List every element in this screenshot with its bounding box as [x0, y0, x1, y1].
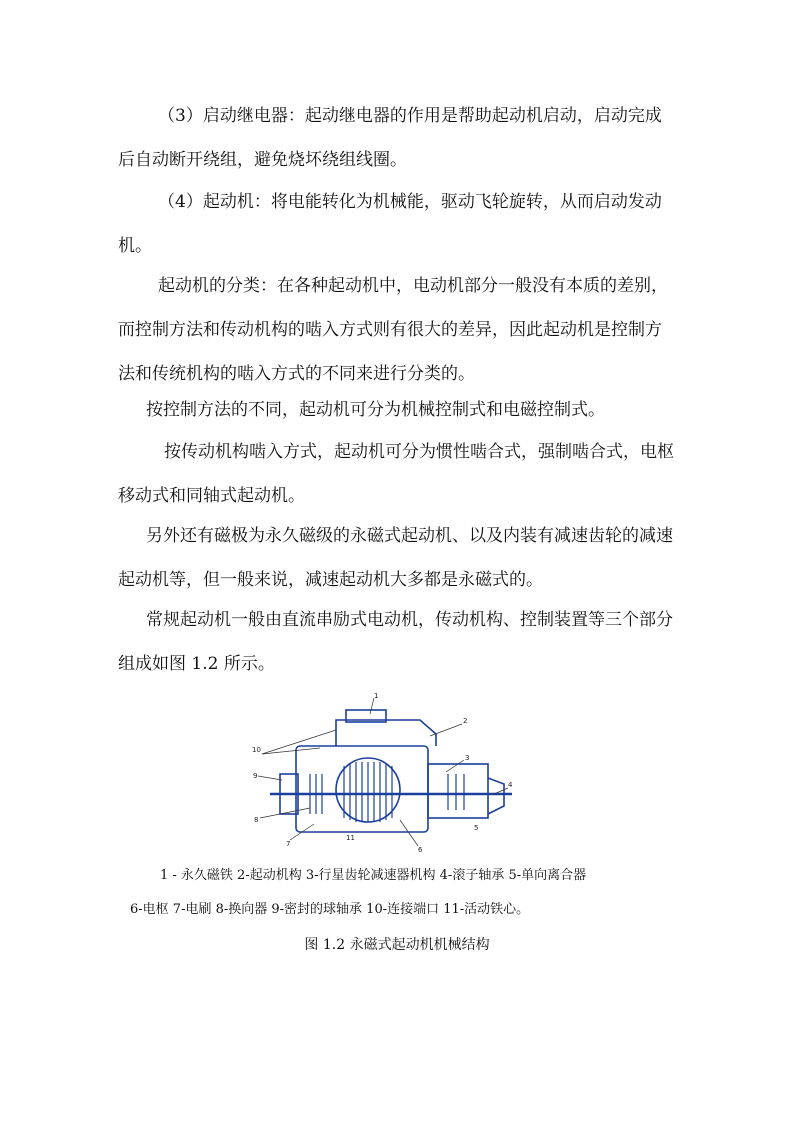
callout-5: 5 — [474, 824, 479, 832]
paragraph-starter-motor: （4）起动机：将电能转化为机械能，驱动飞轮旋转，从而启动发动机。 — [118, 192, 662, 256]
callout-9: 9 — [253, 772, 258, 780]
callout-8: 8 — [254, 816, 259, 824]
callout-3: 3 — [465, 754, 470, 762]
callout-7: 7 — [286, 840, 291, 848]
paragraph-permanent-magnet: 另外还有磁极为永久磁级的永磁式起动机、以及内装有减速齿轮的减速起动机等，但一般来说，减速起动机大多都是永磁式的。 — [118, 526, 673, 590]
callout-10: 10 — [252, 746, 261, 754]
figure-title: 图 1.2 永磁式起动机机械结构 — [304, 937, 490, 953]
callout-11: 11 — [346, 834, 355, 842]
paragraph-control-method: 按控制方法的不同，起动机可分为机械控制式和电磁控制式。 — [146, 400, 605, 420]
paragraph-starter-relay: （3）启动继电器：起动继电器的作用是帮助起动机启动，启动完成后自动断开绕组，避免烧坏绕组线圈。 — [118, 106, 662, 170]
callout-4: 4 — [508, 781, 513, 789]
paragraph-classification: 起动机的分类：在各种起动机中，电动机部分一般没有本质的差别，而控制方法和传动机构的啮入方式则有很大的差异，因此起动机是控制方法和传统机构的啮入方式的不同来进行分类的。 — [118, 276, 668, 384]
callout-1: 1 — [374, 692, 379, 700]
starter-motor-diagram — [250, 690, 520, 860]
paragraph-components: 常规起动机一般由直流串励式电动机，传动机构、控制装置等三个部分组成如图 1.2 所示。 — [118, 610, 673, 674]
callout-6: 6 — [418, 846, 423, 854]
figure-legend-line-2: 6-电枢 7-电刷 8-换向器 9-密封的球轴承 10-连接端口 11-活动铁心。 — [130, 902, 530, 917]
callout-2: 2 — [463, 717, 468, 725]
figure-legend-line-1: 1 - 永久磁铁 2-起动机构 3-行星齿轮减速器机构 4-滚子轴承 5-单向离合器 — [160, 868, 587, 883]
paragraph-engagement: 按传动机构啮入方式，起动机可分为惯性啮合式，强制啮合式，电枢移动式和同轴式起动机。 — [118, 442, 674, 506]
